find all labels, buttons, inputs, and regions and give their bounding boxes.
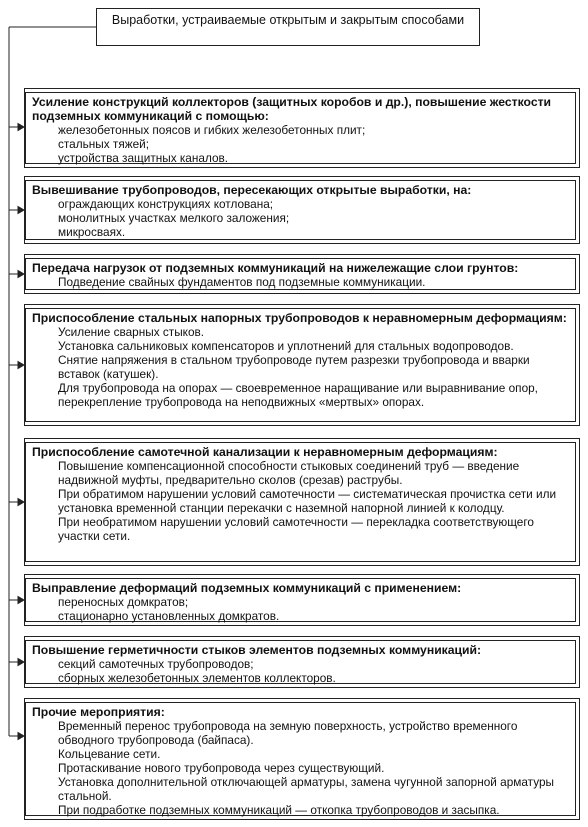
- box-inner: [25, 578, 576, 622]
- list-item: Снятие напряжения в стальном трубопроводе путем разрезки трубопровода и вварки вставок (катушек).: [58, 353, 530, 381]
- list-item: стационарно установленных домкратов.: [58, 609, 280, 623]
- box-title: Прочие мероприятия:: [32, 705, 165, 719]
- box-inner: [25, 640, 576, 684]
- box-inner: [25, 308, 576, 422]
- measure-box-other: [24, 698, 580, 820]
- list-item: Установка дополнительной отключающей арматуры, замена чугунной запорной арматуры стальной.: [58, 775, 555, 803]
- box-inner: [25, 258, 576, 290]
- list-item: Кольцевание сети.: [58, 747, 161, 761]
- box-title: Повышение герметичности стыков элементов подземных коммуникаций:: [32, 643, 482, 657]
- measure-box-suspension: [24, 176, 580, 244]
- measure-box-reinforcement: [24, 88, 580, 168]
- box-title: Выправление деформаций подземных коммуникаций с применением:: [32, 581, 462, 595]
- header-title: Выработки, устраиваемые открытым и закрытым способами: [111, 13, 465, 27]
- box-inner: [25, 702, 576, 816]
- box-title: Усиление конструкций коллекторов (защитных коробов и др.), повышение жесткости подземных коммуникаций с помощью:: [32, 95, 552, 123]
- list-item: Протаскивание нового трубопровода через существующий.: [58, 761, 385, 775]
- list-item: микросваях.: [58, 225, 126, 239]
- list-item: При обратимом нарушении условий самотечности — систематическая прочистка сети или установка временной станции перекачки с наземной напорной линией к колодцу.: [58, 487, 557, 515]
- measure-box-jacks: [24, 574, 580, 626]
- list-item: устройства защитных каналов.: [58, 151, 229, 165]
- box-title: Передача нагрузок от подземных коммуникаций на нижележащие слои грунтов:: [32, 261, 519, 275]
- list-item: монолитных участках мелкого заложения;: [58, 211, 290, 225]
- list-item: Временный перенос трубопровода на земную поверхность, устройство временного обводного трубопровода (байпаса).: [58, 719, 518, 747]
- list-item: Установка сальниковых компенсаторов и уплотнений для стальных водопроводов.: [58, 339, 514, 353]
- list-item: Усиление сварных стыков.: [58, 325, 205, 339]
- measure-box-gravity-sewer: [24, 438, 580, 566]
- box-inner: [25, 92, 576, 164]
- list-item: При необратимом нарушении условий самотечности — перекладка соответствующего участки сети.: [58, 515, 534, 543]
- box-title: Приспособление самотечной канализации к неравномерным деформациям:: [32, 445, 498, 459]
- list-item: секций самотечных трубопроводов;: [58, 657, 254, 671]
- box-inner: [25, 442, 576, 562]
- list-item: железобетонных поясов и гибких железобетонных плит;: [58, 123, 366, 137]
- box-title: Приспособление стальных напорных трубопроводов к неравномерным деформациям:: [32, 311, 567, 325]
- list-item: стальных тяжей;: [58, 137, 150, 151]
- measure-box-load-transfer: [24, 254, 580, 294]
- list-item: Для трубопровода на опорах — своевременное наращивание или выравнивание опор, перекрепление трубопровода на неподвижных «мертвых» опорах.: [58, 381, 538, 409]
- list-item: Повышение компенсационной способности стыковых соединений труб — введение надвижной муфты, предварительно сколов (срезав) раструбы.: [58, 459, 520, 487]
- list-item: Подведение свайных фундаментов под подземные коммуникации.: [58, 275, 426, 289]
- measure-box-joint-sealing: [24, 636, 580, 688]
- measure-box-steel-pipes: [24, 304, 580, 426]
- box-title: Вывешивание трубопроводов, пересекающих открытые выработки, на:: [32, 183, 472, 197]
- box-inner: [25, 180, 576, 240]
- list-item: переносных домкратов;: [58, 595, 189, 609]
- header-box: [96, 8, 480, 46]
- list-item: сборных железобетонных элементов коллекторов.: [58, 671, 336, 685]
- list-item: ограждающих конструкциях котлована;: [58, 197, 274, 211]
- list-item: При подработке подземных коммуникаций — откопка трубопроводов и засыпка.: [58, 803, 500, 817]
